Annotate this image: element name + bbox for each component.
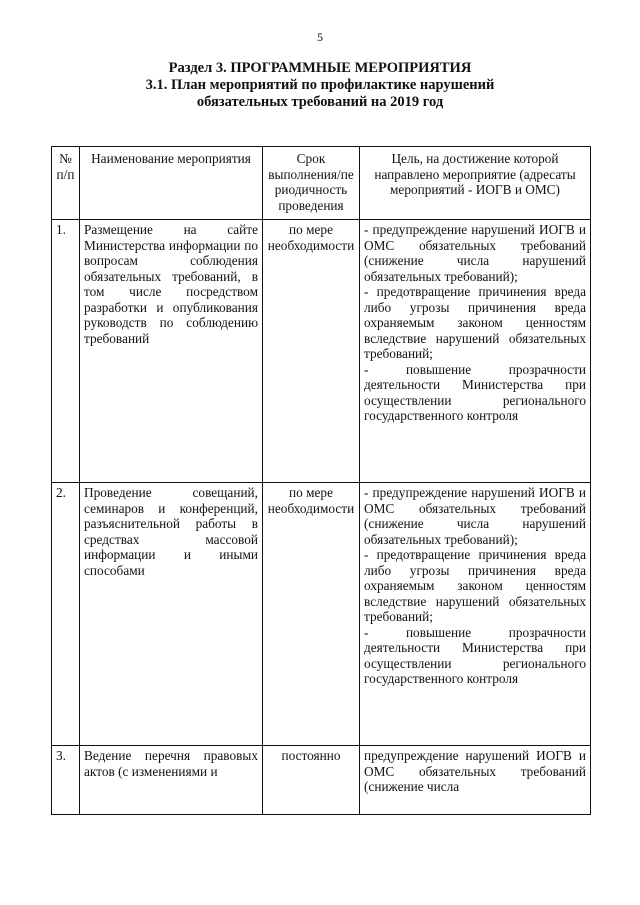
plan-title-line1: 3.1. План мероприятий по профилактике нарушений <box>145 77 495 93</box>
page-number: 5 <box>317 30 323 44</box>
section-header <box>0 60 640 111</box>
row-goal <box>360 746 591 815</box>
table-header-row <box>52 147 591 220</box>
row-num: 1. <box>52 220 80 483</box>
row-name: Ведение перечня правовых актов (с изменениями и <box>80 746 263 815</box>
table-row <box>52 220 591 483</box>
row-term: постоянно <box>263 746 360 815</box>
goal-item: - повышение прозрачности деятельности Министерства при осуществлении регионального государственного контроля <box>364 624 586 686</box>
row-term: по мере необходимости <box>263 483 360 746</box>
section-title: Раздел 3. ПРОГРАММНЫЕ МЕРОПРИЯТИЯ <box>168 60 472 76</box>
row-goal <box>360 483 591 746</box>
table-row <box>52 483 591 746</box>
plan-title-line2: обязательных требований на 2019 год <box>196 94 444 110</box>
goal-item: - предотвращение причинения вреда либо угрозы причинения вреда охраняемым законом ценностям вследствие нарушений обязательных требований; <box>364 547 586 624</box>
row-num: 2. <box>52 483 80 746</box>
header-term: Срок выполнения/пе риодичность проведения <box>263 147 360 220</box>
goal-item: - предупреждение нарушений ИОГВ и ОМС обязательных требований (снижение числа нарушений обязательных требований); <box>364 485 586 547</box>
header-name: Наименование мероприятия <box>80 147 263 220</box>
goal-item: предупреждение нарушений ИОГВ и ОМС обязательных требований (снижение числа <box>364 748 586 794</box>
row-term: по мере необходимости <box>263 220 360 483</box>
goal-item: - повышение прозрачности деятельности Министерства при осуществлении регионального государственного контроля <box>364 361 586 423</box>
header-goal: Цель, на достижение которой направлено мероприятие (адресаты мероприятий - ИОГВ и ОМС) <box>360 147 591 220</box>
goal-item: - предупреждение нарушений ИОГВ и ОМС обязательных требований (снижение числа нарушений обязательных требований); <box>364 222 586 284</box>
header-num: № п/п <box>52 147 80 220</box>
goal-item: - предотвращение причинения вреда либо угрозы причинения вреда охраняемым законом ценностям вследствие нарушений обязательных требований; <box>364 284 586 361</box>
row-name: Проведение совещаний, семинаров и конференций, разъяснительной работы в средствах массовой информации и иными способами <box>80 483 263 746</box>
row-goal <box>360 220 591 483</box>
row-num: 3. <box>52 746 80 815</box>
row-name: Размещение на сайте Министерства информации по вопросам соблюдения обязательных требований, в том числе посредством разработки и опубликования руководств по соблюдению требований <box>80 220 263 483</box>
table-row <box>52 746 591 815</box>
measures-table <box>51 146 591 815</box>
